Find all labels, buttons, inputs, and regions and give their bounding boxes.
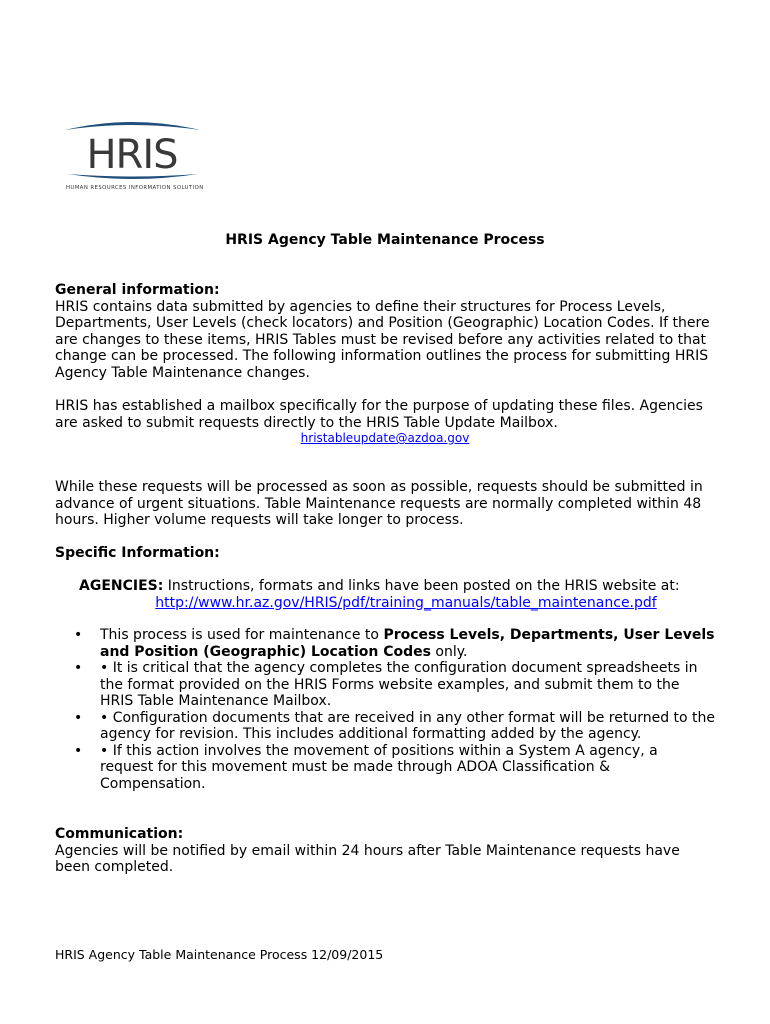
communication-section [55,826,715,876]
table-maintenance-url-link[interactable]: http://www.hr.az.gov/HRIS/pdf/training_manuals/table_maintenance.pdf [155,594,657,611]
process-bullet-list [55,627,715,792]
agencies-label: AGENCIES: [79,578,164,594]
list-item [55,660,715,710]
list-item [55,743,715,793]
communication-text: Agencies will be notified by email within 24 hours after Table Maintenance requests have been completed. [55,842,680,875]
agencies-text: Instructions, formats and links have been posted on the HRIS website at: [163,578,680,594]
bullet-1-end: only. [430,643,468,660]
bullet-marker: • [74,742,83,759]
list-item [55,710,715,743]
bullet-2-text: • It is critical that the agency completes the configuration document spreadsheets in the format provided on the HRIS Forms website examples, and submit them to the HRIS Table Maintenance Mailbox. [100,660,698,709]
general-section [55,282,715,381]
processing-paragraph: While these requests will be processed as soon as possible, requests should be submitted in advance of urgent situations. Table Maintenance requests are normally completed within 48 hours. Higher volume requests will take longer to process. [55,479,703,528]
logo-graphic [60,118,210,184]
bullet-1-text: This process is used for maintenance to [100,627,384,643]
mailbox-email-link[interactable]: hristableupdate@azdoa.gov [300,431,470,445]
page-title: HRIS Agency Table Maintenance Process [225,232,545,248]
general-heading: General information: [55,282,220,298]
logo-wordmark: HRIS [86,132,178,178]
bullet-1-bold: Process Levels, Departments, User Levels and Position (Geographic) Location Codes [100,627,715,660]
general-paragraph-1: HRIS contains data submitted by agencies to define their structures for Process Levels, Departments, User Levels (check locators) and Position (Geographic) Location Codes. If there are changes to these items, HRIS Tables must be revised before any activities related to that change can be processed. The following information outlines the process for submitting HRIS Agency Table Maintenance changes. [55,298,710,381]
communication-heading: Communication: [55,826,184,842]
logo-top-arc [65,122,200,130]
bullet-3-text: • Configuration documents that are received in any other format will be returned to the agency for revision. This includes additional formatting added by the agency. [100,709,716,742]
bullet-marker: • [74,660,83,676]
page-footer: HRIS Agency Table Maintenance Process 12/09/2015 [55,947,384,962]
specific-heading: Specific Information: [55,545,220,561]
bullet-4-text: • If this action involves the movement of positions within a System A agency, a request for this movement must be made through ADOA Classification & Compensation. [100,742,658,792]
hris-logo [60,118,210,198]
bullet-marker: • [74,627,83,643]
agencies-instructions [79,578,719,611]
mailbox-paragraph: HRIS has established a mailbox specifically for the purpose of updating these files. Agencies are asked to submit requests directly to the HRIS Table Update Mailbox. [55,398,703,431]
bullet-marker: • [74,709,83,726]
logo-subtitle: HUMAN RESOURCES INFORMATION SOLUTION [66,185,204,191]
list-item [55,627,715,660]
